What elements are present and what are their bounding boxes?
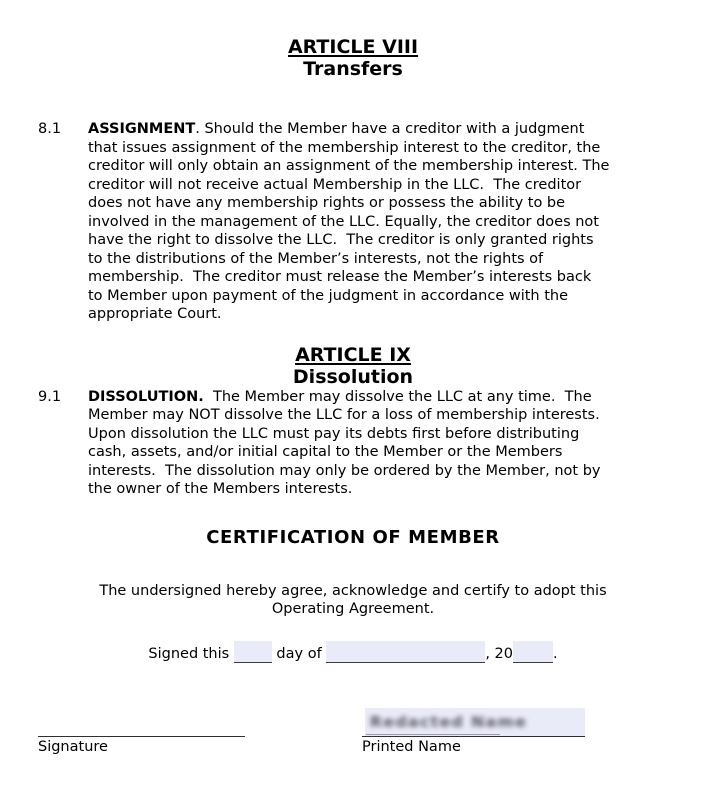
signature-label: Signature xyxy=(38,739,108,755)
certification-statement xyxy=(38,582,668,619)
section-9-1 xyxy=(38,388,668,499)
paragraph-line: creditor will only obtain an assignment of the membership interest. The xyxy=(88,158,610,174)
article-viii-title: ARTICLE VIII xyxy=(287,36,419,58)
section-number: 8.1 xyxy=(38,121,62,137)
section-8-1 xyxy=(38,120,668,324)
statement-line: The undersigned hereby agree, acknowledge and certify to adopt this xyxy=(99,582,607,599)
signature-area xyxy=(38,708,668,757)
article-ix-title: ARTICLE IX xyxy=(295,343,411,366)
paragraph-line: involved in the management of the LLC. Equally, the creditor does not xyxy=(88,213,599,230)
section-9-1-body xyxy=(88,388,668,499)
certification-title: CERTIFICATION OF MEMBER xyxy=(206,526,500,548)
printed-name-label: Printed Name xyxy=(362,739,461,755)
paragraph-line: cash, assets, and/or initial capital to the Member or the Members xyxy=(88,444,563,460)
signature-block xyxy=(38,736,245,757)
paragraph-line: Upon dissolution the LLC must pay its debts first before distributing xyxy=(88,425,580,442)
paragraph-text: . Should the Member have a creditor with a judgment xyxy=(195,121,585,137)
paragraph-line: the owner of the Members interests. xyxy=(88,481,353,497)
paragraph-line: to Member upon payment of the judgment in accordance with the xyxy=(88,287,569,304)
article-ix-subtitle: Dissolution xyxy=(292,365,414,388)
section-lead: ASSIGNMENT xyxy=(88,121,196,137)
signed-date-line xyxy=(38,641,668,664)
month-field[interactable] xyxy=(326,641,485,663)
paragraph-line xyxy=(88,120,668,139)
paragraph-line: interests. The dissolution may only be ordered by the Member, not by xyxy=(88,462,601,479)
printed-name-line xyxy=(362,736,585,737)
day-field[interactable] xyxy=(234,641,272,663)
article-viii-subtitle: Transfers xyxy=(303,58,403,80)
paragraph-line: membership. The creditor must release the Member’s interests back xyxy=(88,269,592,285)
paragraph-line: have the right to dissolve the LLC. The creditor is only granted rights xyxy=(88,232,594,248)
printed-name-block xyxy=(362,708,585,757)
signed-text: , 20 xyxy=(485,645,513,662)
paragraph-line: does not have any membership rights or possess the ability to be xyxy=(88,195,566,211)
paragraph-line: Member may NOT dissolve the LLC for a loss of membership interests. xyxy=(88,407,600,423)
signed-text: Signed this xyxy=(148,645,234,662)
paragraph-line: creditor will not receive actual Membership in the LLC. The creditor xyxy=(88,176,582,193)
printed-name-field[interactable] xyxy=(365,708,585,736)
printed-name-redacted-text: Redacted Name xyxy=(370,713,528,731)
signed-text: . xyxy=(552,645,558,662)
year-field[interactable] xyxy=(513,641,553,663)
paragraph-text: The Member may dissolve the LLC at any time. The xyxy=(203,388,592,405)
paragraph-line: appropriate Court. xyxy=(88,306,222,322)
signature-line xyxy=(38,736,245,737)
paragraph-line: to the distributions of the Member’s interests, not the rights of xyxy=(88,250,544,267)
section-8-1-body xyxy=(88,120,668,324)
section-number: 9.1 xyxy=(38,388,62,405)
paragraph-line xyxy=(88,388,668,407)
section-lead: DISSOLUTION. xyxy=(88,388,204,405)
signed-text: day of xyxy=(271,645,327,662)
statement-line: Operating Agreement. xyxy=(271,601,435,617)
printed-name-field-underline xyxy=(366,734,500,735)
paragraph-line: that issues assignment of the membership interest to the creditor, the xyxy=(88,139,601,156)
